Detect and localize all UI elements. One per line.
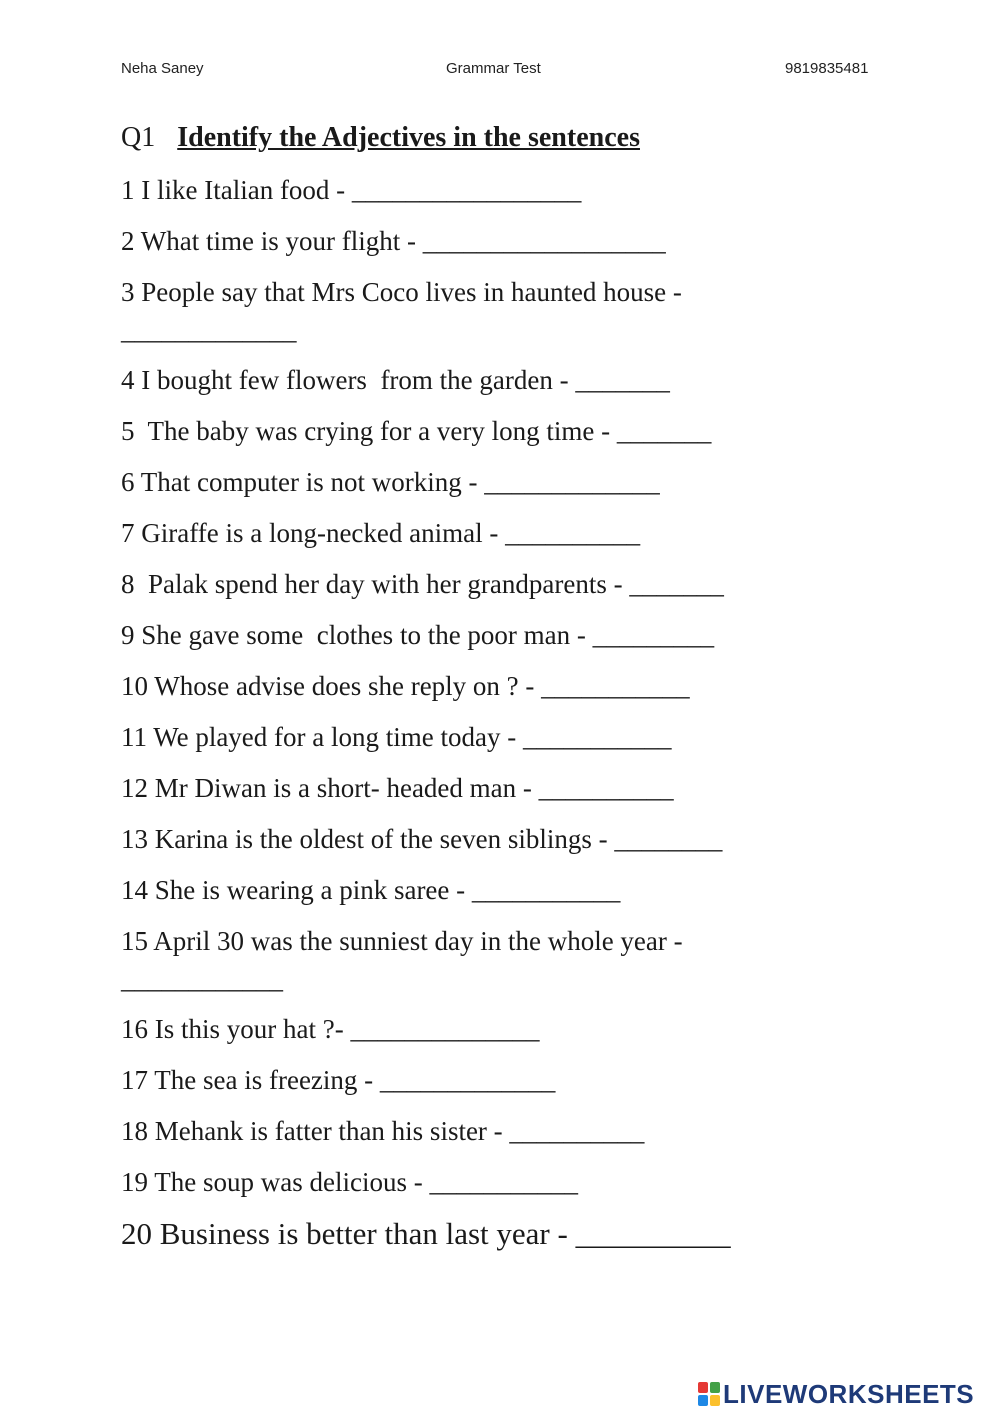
question-heading <box>121 122 640 154</box>
header-author: Neha Saney <box>121 60 204 77</box>
sentence-line-16: 16 Is this your hat ?- ______________ <box>121 1014 540 1044</box>
sentence-line-2: 2 What time is your flight - __________________ <box>121 226 666 256</box>
sentence-line-5: 5 The baby was crying for a very long time - _______ <box>121 416 712 446</box>
sentence-line-10: 10 Whose advise does she reply on ? - ___________ <box>121 671 690 701</box>
sentence-line-15-answer: ____________ <box>121 964 283 994</box>
sentence-line-20: 20 Business is better than last year - __________ <box>121 1216 731 1251</box>
sentence-line-4: 4 I bought few flowers from the garden - _______ <box>121 365 670 395</box>
liveworksheets-logo-icon <box>698 1382 720 1406</box>
header-phone: 9819835481 <box>785 60 869 77</box>
sentence-line-3: 3 People say that Mrs Coco lives in haunted house - <box>121 277 682 307</box>
sentence-line-11: 11 We played for a long time today - ___________ <box>121 722 672 752</box>
sentence-line-3-answer: _____________ <box>121 315 297 345</box>
liveworksheets-logo <box>698 1378 974 1410</box>
sentence-line-17: 17 The sea is freezing - _____________ <box>121 1065 556 1095</box>
sentence-line-9: 9 She gave some clothes to the poor man - _________ <box>121 620 715 650</box>
sentence-line-12: 12 Mr Diwan is a short- headed man - __________ <box>121 773 674 803</box>
sentence-line-14: 14 She is wearing a pink saree - ___________ <box>121 875 621 905</box>
sentence-line-6: 6 That computer is not working - _____________ <box>121 467 660 497</box>
sentence-line-18: 18 Mehank is fatter than his sister - __________ <box>121 1116 645 1146</box>
header-title: Grammar Test <box>446 60 541 77</box>
sentence-line-8: 8 Palak spend her day with her grandparents - _______ <box>121 569 724 599</box>
sentence-line-7: 7 Giraffe is a long-necked animal - __________ <box>121 518 641 548</box>
question-instruction: Identify the Adjectives in the sentences <box>177 122 640 153</box>
page-header <box>0 60 1000 82</box>
sentence-line-19: 19 The soup was delicious - ___________ <box>121 1167 578 1197</box>
liveworksheets-logo-text: LIVEWORKSHEETS <box>723 1378 975 1409</box>
sentence-line-13: 13 Karina is the oldest of the seven siblings - ________ <box>121 824 723 854</box>
sentence-line-15: 15 April 30 was the sunniest day in the whole year - <box>121 926 683 956</box>
question-number: Q1 <box>121 122 156 153</box>
sentence-line-1: 1 I like Italian food - _________________ <box>121 175 582 205</box>
